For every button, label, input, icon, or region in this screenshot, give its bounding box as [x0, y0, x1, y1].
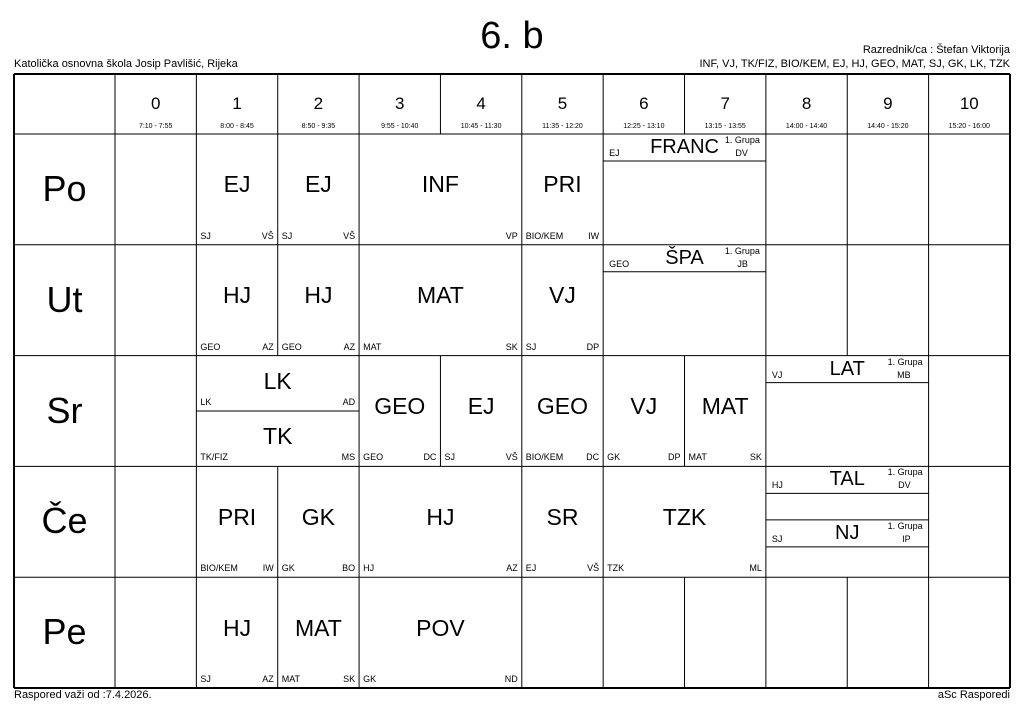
group-lesson: [766, 466, 929, 493]
period-number: 0: [150, 94, 161, 113]
lesson-subject: LK: [263, 367, 292, 394]
period-header: [115, 74, 196, 134]
lesson-subject: MAT: [294, 614, 342, 641]
lesson-room: TZK: [607, 563, 625, 574]
lesson-subject: SR: [546, 503, 579, 530]
lesson-room: SJ: [444, 452, 455, 463]
lesson-subject: MAT: [417, 282, 464, 309]
lesson-subject: EJ: [223, 171, 251, 198]
lesson-room: MAT: [363, 341, 382, 352]
lesson-teacher: IW: [588, 230, 600, 241]
split-lesson-bottom: [196, 411, 359, 466]
lesson-room: GK: [607, 452, 621, 463]
lesson-cell: [278, 577, 359, 688]
lesson-teacher: DP: [668, 452, 681, 463]
lesson-room: BIO/KEM: [525, 230, 564, 241]
lesson-teacher: DC: [423, 452, 437, 463]
lesson-room: GEO: [200, 341, 221, 352]
lesson-teacher: AZ: [262, 341, 274, 352]
lesson-teacher: AZ: [262, 673, 274, 684]
group-subject: ŠPA: [665, 246, 704, 269]
lesson-subject: GEO: [536, 392, 589, 419]
lesson-subject: EJ: [467, 392, 495, 419]
group-room: HJ: [771, 480, 783, 491]
lesson-room: BIO/KEM: [525, 452, 564, 463]
lesson-subject: POV: [416, 614, 465, 641]
lesson-teacher: ND: [504, 673, 518, 684]
day-label: Ut: [46, 278, 83, 320]
period-time: 14:40 - 15:20: [867, 123, 909, 130]
lesson-cell: [522, 356, 603, 467]
software-credit: aSc Rasporedi: [937, 689, 1010, 701]
lesson-room: SJ: [525, 341, 537, 352]
page-title: 6. b: [480, 15, 544, 57]
period-number: 10: [959, 94, 979, 113]
lesson-subject: VJ: [630, 392, 658, 419]
school-name: Katolička osnovna škola Josip Pavlišić, Rijeka: [14, 58, 238, 70]
lesson-room: GEO: [363, 452, 384, 463]
lesson-subject: PRI: [217, 503, 257, 530]
period-number: 4: [476, 94, 486, 113]
lesson-teacher: VŠ: [343, 230, 356, 241]
split-lesson-top: [196, 356, 359, 411]
lesson-teacher: DP: [586, 341, 600, 352]
valid-from: Raspored važi od :7.4.2026.: [14, 689, 152, 701]
lesson-teacher: VP: [505, 230, 518, 241]
group-room: EJ: [609, 148, 620, 158]
lesson-teacher: SK: [749, 452, 762, 463]
lesson-subject: TK: [263, 423, 293, 449]
period-number: 6: [639, 94, 649, 113]
group-room: GEO: [609, 258, 630, 269]
lesson-room: MAT: [688, 452, 707, 463]
period-number: 3: [395, 94, 405, 113]
group-teacher: DV: [735, 148, 748, 158]
period-time: 8:50 - 9:35: [301, 123, 336, 130]
lesson-teacher: MS: [341, 452, 356, 463]
lesson-teacher: AZ: [343, 341, 356, 352]
group-subject: LAT: [829, 357, 865, 380]
period-time: 10:45 - 11:30: [460, 123, 502, 130]
lesson-subject: HJ: [426, 503, 455, 530]
lesson-teacher: IW: [262, 563, 274, 574]
lesson-room: SJ: [281, 230, 293, 241]
lesson-cell: [522, 466, 603, 577]
period-number: 1: [232, 94, 242, 113]
lesson-room: GEO: [281, 341, 302, 352]
lesson-cell: [278, 466, 359, 577]
lesson-cell: [196, 577, 277, 688]
lesson-cell: [278, 134, 359, 245]
lesson-room: GK: [281, 563, 295, 574]
lesson-cell: [196, 245, 277, 356]
period-header: [522, 74, 603, 134]
period-time: 11:35 - 12:20: [542, 123, 583, 130]
period-time: 8:00 - 8:45: [220, 123, 254, 130]
period-header: [359, 74, 440, 134]
group-lesson: [603, 134, 766, 161]
period-time: 9:55 - 10:40: [381, 123, 419, 130]
subjects-list: INF, VJ, TK/FIZ, BIO/KEM, EJ, HJ, GEO, MAT, SJ, GK, LK, TZK: [699, 58, 1010, 70]
lesson-subject: HJ: [222, 282, 252, 309]
group-lesson: [766, 356, 929, 383]
group-name: 1. Grupa: [724, 245, 760, 256]
lesson-cell: [522, 245, 603, 356]
group-name: 1. Grupa: [724, 135, 760, 145]
lesson-teacher: AZ: [506, 563, 518, 574]
lesson-room: LK: [200, 396, 212, 407]
lesson-subject: HJ: [304, 282, 333, 309]
lesson-room: MAT: [281, 673, 301, 684]
day-label: Po: [42, 168, 87, 209]
period-header: [278, 74, 359, 134]
group-name: 1. Grupa: [887, 356, 923, 367]
period-number: 2: [313, 94, 324, 113]
period-header: [603, 74, 684, 134]
lesson-cell: [359, 134, 522, 245]
group-lesson: [603, 245, 766, 272]
period-time: 15:20 - 16:00: [948, 123, 990, 130]
lesson-cell: [603, 356, 684, 467]
group-name: 1. Grupa: [887, 467, 923, 478]
lesson-teacher: SK: [343, 673, 356, 684]
period-time: 7:10 - 7:55: [138, 123, 173, 130]
group-teacher: IP: [902, 533, 911, 544]
period-number: 5: [557, 94, 568, 113]
lesson-cell: [359, 577, 522, 688]
period-header: [685, 74, 766, 134]
lesson-subject: TZK: [662, 503, 707, 530]
lesson-room: HJ: [363, 563, 375, 574]
period-number: 7: [720, 94, 730, 113]
lesson-teacher: VŠ: [505, 452, 518, 463]
lesson-room: GK: [363, 673, 377, 684]
day-label: Če: [41, 500, 88, 542]
group-subject: NJ: [835, 521, 860, 544]
lesson-room: EJ: [525, 563, 537, 574]
lesson-cell: [359, 356, 440, 467]
lesson-cell: [359, 245, 522, 356]
lesson-cell: [603, 466, 766, 577]
lesson-subject: HJ: [222, 614, 252, 641]
lesson-subject: PRI: [543, 171, 582, 198]
period-header: [929, 74, 1010, 134]
lesson-cell: [196, 134, 277, 245]
group-subject: FRANC: [650, 136, 719, 158]
period-time: 13:15 - 13:55: [704, 123, 746, 130]
period-time: 12:25 - 13:10: [623, 123, 665, 130]
group-subject: TAL: [829, 468, 865, 491]
lesson-subject: EJ: [304, 171, 332, 198]
lesson-teacher: VŠ: [261, 230, 274, 241]
period-header: [440, 74, 521, 134]
class-teacher: Razrednik/ca : Štefan Viktorija: [862, 44, 1010, 56]
lesson-room: BIO/KEM: [200, 563, 238, 574]
lesson-cell: [522, 134, 603, 245]
period-header: [766, 74, 847, 134]
lesson-teacher: SK: [505, 341, 518, 352]
day-label: Sr: [46, 389, 83, 431]
lesson-cell: [196, 466, 277, 577]
group-teacher: MB: [897, 369, 911, 380]
lesson-teacher: DC: [586, 452, 600, 463]
lesson-cell: [685, 356, 766, 467]
lesson-teacher: VŠ: [587, 563, 600, 574]
lesson-room: SJ: [200, 230, 211, 241]
lesson-subject: VJ: [549, 282, 576, 309]
period-header: [847, 74, 928, 134]
lesson-subject: INF: [421, 171, 459, 198]
group-teacher: DV: [898, 480, 911, 491]
period-number: 9: [883, 94, 893, 113]
period-header: [196, 74, 277, 134]
period-number: 8: [801, 94, 812, 113]
lesson-room: SJ: [200, 673, 211, 684]
lesson-teacher: AD: [342, 396, 356, 407]
lesson-cell: [359, 466, 522, 577]
lesson-cell: [278, 245, 359, 356]
lesson-subject: GK: [301, 503, 336, 530]
lesson-subject: MAT: [701, 392, 749, 419]
lesson-room: TK/FIZ: [200, 452, 228, 463]
day-label: Pe: [42, 611, 87, 653]
lesson-teacher: BO: [342, 563, 356, 574]
group-lesson: [766, 520, 929, 547]
group-room: VJ: [771, 369, 783, 380]
group-room: SJ: [771, 533, 783, 544]
group-teacher: JB: [737, 258, 748, 269]
lesson-teacher: ML: [749, 563, 762, 574]
period-time: 14:00 - 14:40: [785, 123, 828, 130]
group-name: 1. Grupa: [887, 520, 923, 531]
lesson-subject: GEO: [374, 392, 426, 419]
lesson-cell: [440, 356, 521, 467]
